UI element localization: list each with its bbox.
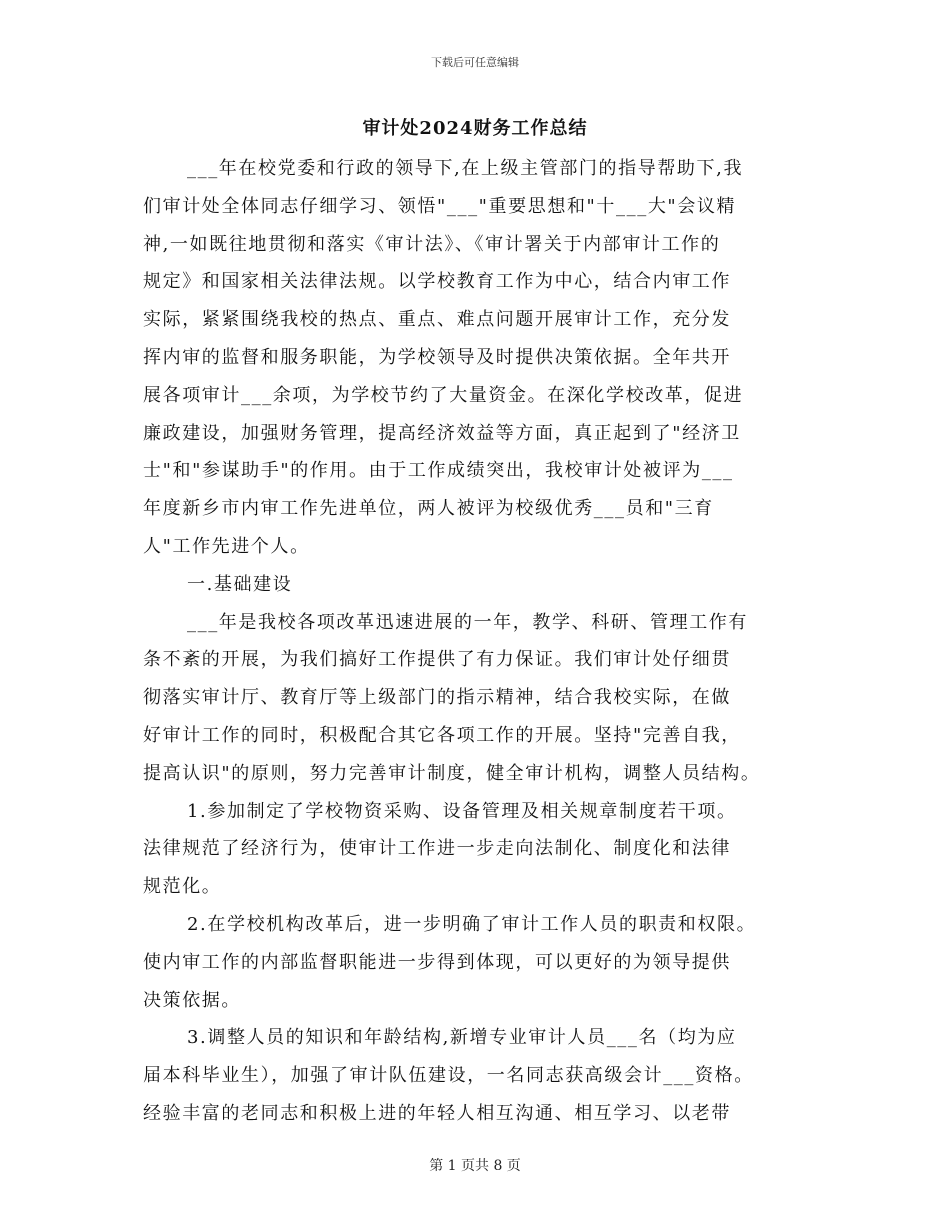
list-item-line: 经验丰富的老同志和积极上进的年轻人相互沟通、相互学习、以老带 — [143, 1102, 731, 1124]
paragraph-line: 彻落实审计厅、教育厅等上级部门的指示精神，结合我校实际，在做 — [143, 687, 731, 709]
list-item-line: 规范化。 — [143, 876, 222, 898]
paragraph-line: ___年是我校各项改革迅速进展的一年，教学、科研、管理工作有 — [187, 611, 748, 633]
list-item-line: 届本科毕业生），加强了审计队伍建设，一名同志获高级会计___资格。 — [143, 1065, 754, 1087]
header-note: 下载后可任意编辑 — [431, 56, 519, 69]
paragraph-line: 士"和"参谋助手"的作用。由于工作成绩突出，我校审计处被评为___ — [143, 460, 734, 482]
document-body — [143, 150, 811, 1133]
paragraph-line: 年度新乡市内审工作先进单位，两人被评为校级优秀___员和"三育 — [143, 498, 714, 520]
paragraph-line: 神,一如既往地贯彻和落实《审计法》、《审计署关于内部审计工作的 — [143, 233, 721, 255]
list-item-line: 1.参加制定了学校物资采购、设备管理及相关规章制度若干项。 — [187, 800, 737, 822]
paragraph-line: ___年在校党委和行政的领导下,在上级主管部门的指导帮助下,我 — [187, 158, 744, 179]
document-title: 审计处2024财务工作总结 — [362, 118, 588, 139]
paragraph-line: 们审计处全体同志仔细学习、领悟"___"重要思想和"十___大"会议精 — [143, 195, 737, 217]
list-item-line: 法律规范了经济行为，使审计工作进一步走向法制化、制度化和法律 — [143, 838, 731, 860]
paragraph-line: 条不紊的开展，为我们搞好工作提供了有力保证。我们审计处仔细贯 — [143, 649, 731, 671]
paragraph-line: 廉政建设，加强财务管理，提高经济效益等方面，真正起到了"经济卫 — [143, 422, 741, 444]
paragraph-line: 好审计工作的同时，积极配合其它各项工作的开展。坚持"完善自我， — [143, 724, 741, 746]
paragraph-line: 规定》和国家相关法律法规。以学校教育工作为中心，结合内审工作 — [143, 271, 731, 293]
page-number-footer: 第 1 页共 8 页 — [429, 1158, 521, 1174]
list-item-line: 使内审工作的内部监督职能进一步得到体现，可以更好的为领导提供 — [143, 951, 731, 973]
paragraph-line: 挥内审的监督和服务职能，为学校领导及时提供决策依据。全年共开 — [143, 346, 731, 368]
list-item-line: 3.调整人员的知识和年龄结构,新增专业审计人员___名（均为应 — [187, 1027, 737, 1049]
paragraph-line: 提高认识"的原则，努力完善审计制度，健全审计机构，调整人员结构。 — [143, 762, 761, 784]
section-heading: 一.基础建设 — [187, 573, 293, 595]
list-item-line: 2.在学校机构改革后，进一步明确了审计工作人员的职责和权限。 — [187, 913, 757, 935]
paragraph-line: 实际，紧紧围绕我校的热点、重点、难点问题开展审计工作，充分发 — [143, 309, 731, 331]
paragraph-line: 展各项审计___余项，为学校节约了大量资金。在深化学校改革，促进 — [143, 384, 744, 406]
list-item-line: 决策依据。 — [143, 989, 241, 1011]
paragraph-line: 人"工作先进个人。 — [143, 535, 310, 557]
